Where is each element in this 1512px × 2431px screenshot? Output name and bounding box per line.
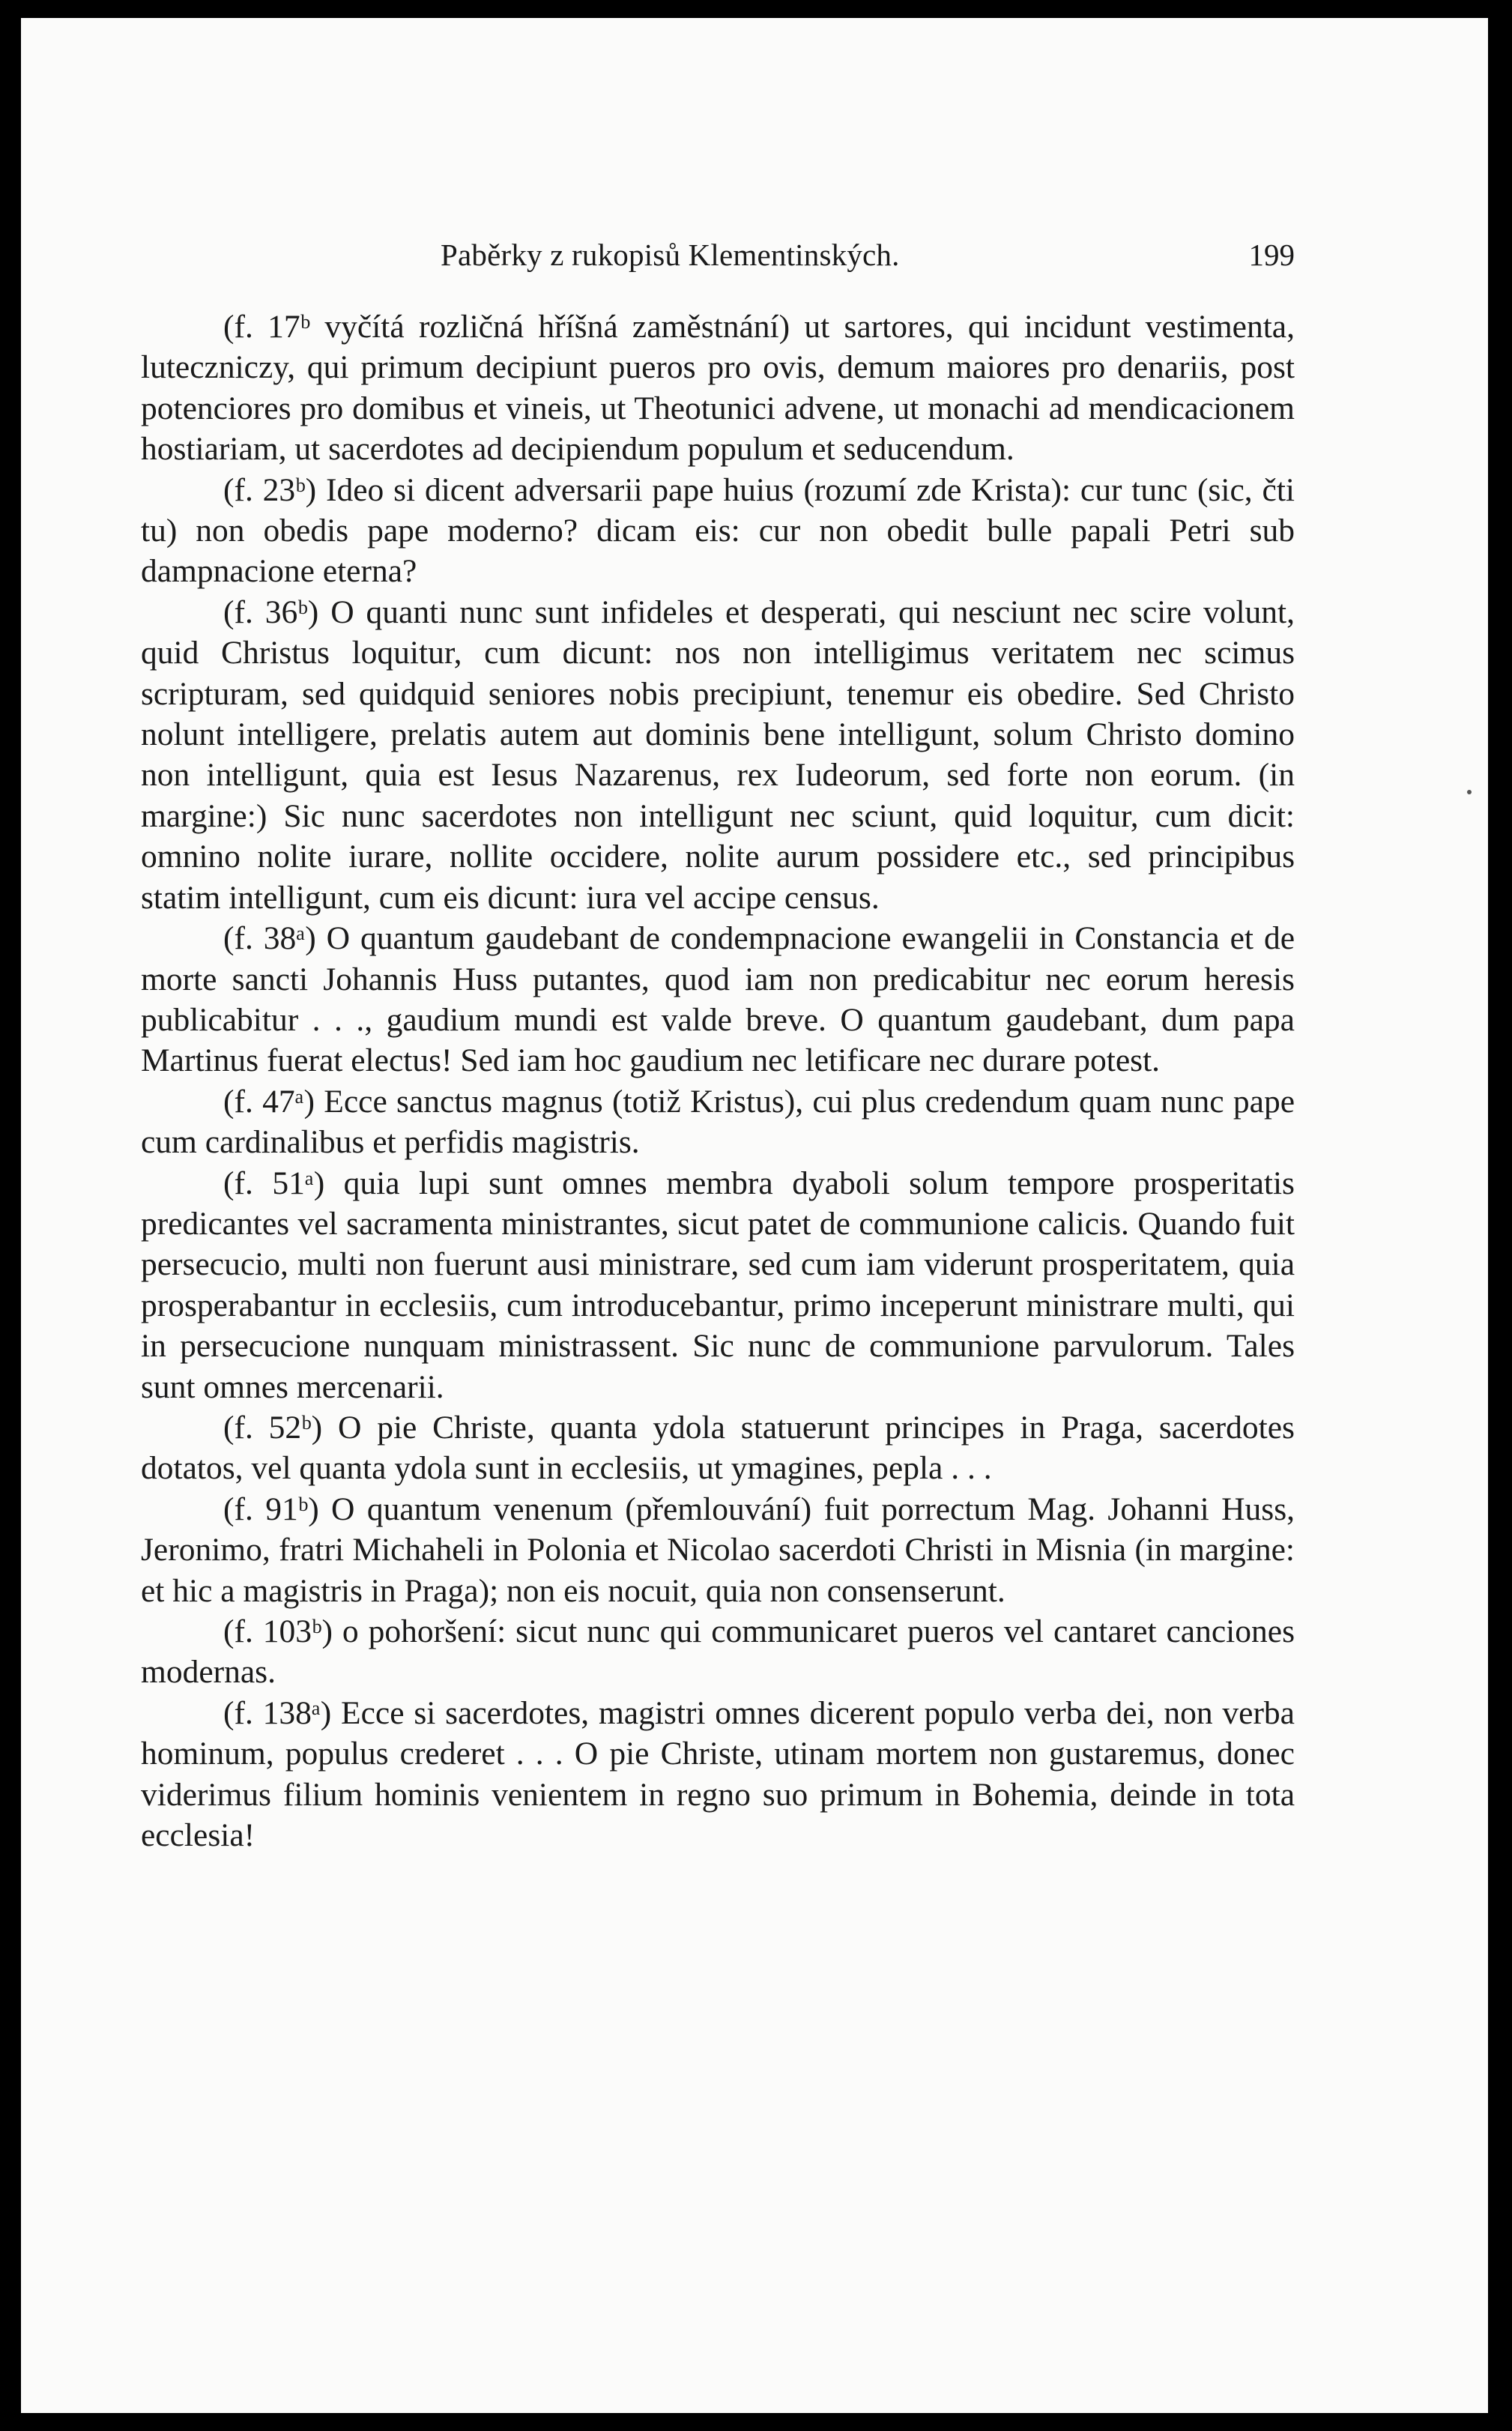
paragraph-f138a: (f. 138ᵃ) Ecce si sacerdotes, magistri omnes dicerent populo verba dei, non verba hominum, populus crederet . . . O pie Christe, utinam mortem non gustaremus, donec viderimus filium hominis venientem in regno suo primum in Bohemia, deinde in tota ecclesia! bbox=[141, 1694, 1295, 1854]
paragraph-f47a: (f. 47ᵃ) Ecce sanctus magnus (totiž Kristus), cui plus credendum quam nunc pape cum cardinalibus et perfidis magistris. bbox=[141, 1083, 1295, 1161]
paragraph-f51a: (f. 51ᵃ) quia lupi sunt omnes membra dyaboli solum tempore prosperitatis predicantes vel sacramenta ministrantes, sicut patet de communione calicis. Quando fuit persecucio, multi non fuerunt ausi ministrare, sed cum iam viderunt prosperitatem, quia prosperabantur in ecclesiis, cum introducebantur, primo inceperunt ministrare multi, qui in persecucione nunquam ministrassent. Sic nunc de communione parvulorum. Tales sunt omnes mercenarii. bbox=[141, 1165, 1295, 1405]
paragraph-f23b: (f. 23ᵇ) Ideo si dicent adversarii pape huius (rozumí zde Krista): cur tunc (sic, čti tu) non obedis pape moderno? dicam eis: cur non obedit bulle papali Petri sub dampnacione eterna? bbox=[141, 471, 1295, 590]
paragraph-f91b: (f. 91ᵇ) O quantum venenum (přemlouvání) fuit porrectum Mag. Johanni Huss, Jeronimo, fratri Michaheli in Polonia et Nicolao sacerdoti Christi in Misnia (in margine: et hic a magistris in Praga); non eis nocuit, quia non consenserunt. bbox=[141, 1491, 1295, 1609]
page-number: 199 bbox=[1248, 238, 1295, 272]
running-header bbox=[441, 237, 1295, 274]
paragraph-f103b: (f. 103ᵇ) o pohoršení: sicut nunc qui communicaret pueros vel cantaret canciones modernas. bbox=[141, 1613, 1295, 1691]
paragraph-f38a: (f. 38ᵃ) O quantum gaudebant de condempnacione ewangelii in Constancia et de morte sancti Johannis Huss putantes, quod iam non predicabitur nec eorum heresis publicabitur . . ., gaudium mundi est valde breve. O quantum gaudebant, dum papa Martinus fuerat electus! Sed iam hoc gaudium nec letificare nec durare potest. bbox=[141, 920, 1295, 1079]
paragraph-f36b: (f. 36ᵇ) O quanti nunc sunt infideles et desperati, qui nesciunt nec scire volunt, quid Christus loquitur, cum dicunt: nos non intelligimus veritatem nec scimus scripturam, sed quidquid seniores nobis precipiunt, tenemur eis obedire. Sed Christo nolunt intelligere, prelatis autem aut dominis bene intelligunt, solum Christo domino non intelligunt, quia est Iesus Nazarenus, rex Iudeorum, sed forte non eorum. (in margine:) Sic nunc sacerdotes non intelligunt nec sciunt, quid loquitur, cum dicit: omnino nolite iurare, nollite occidere, nolite aurum possidere etc., sed principibus statim intelligunt, cum eis dicunt: iura vel accipe census. bbox=[141, 594, 1295, 916]
scanned-page bbox=[21, 18, 1488, 2413]
paragraph-f52b: (f. 52ᵇ) O pie Christe, quanta ydola statuerunt principes in Praga, sacerdotes dotatos, vel quanta ydola sunt in ecclesiis, ut ymagines, pepla . . . bbox=[141, 1409, 1295, 1487]
paragraph-f17b: (f. 17ᵇ vyčítá rozličná hříšná zaměstnání) ut sartores, qui incidunt vestimenta, luteczniczy, qui primum decipiunt pueros pro ovis, demum maiores pro denariis, post potenciores pro domibus et vineis, ut Theotunici advene, ut monachi ad mendicacionem hostiariam, ut sacerdotes ad decipiendum populum et seducendum. bbox=[141, 309, 1295, 468]
header-title: Paběrky z rukopisů Klementinských. bbox=[441, 238, 900, 272]
page-body bbox=[141, 306, 1295, 1855]
margin-dot bbox=[1467, 790, 1472, 794]
